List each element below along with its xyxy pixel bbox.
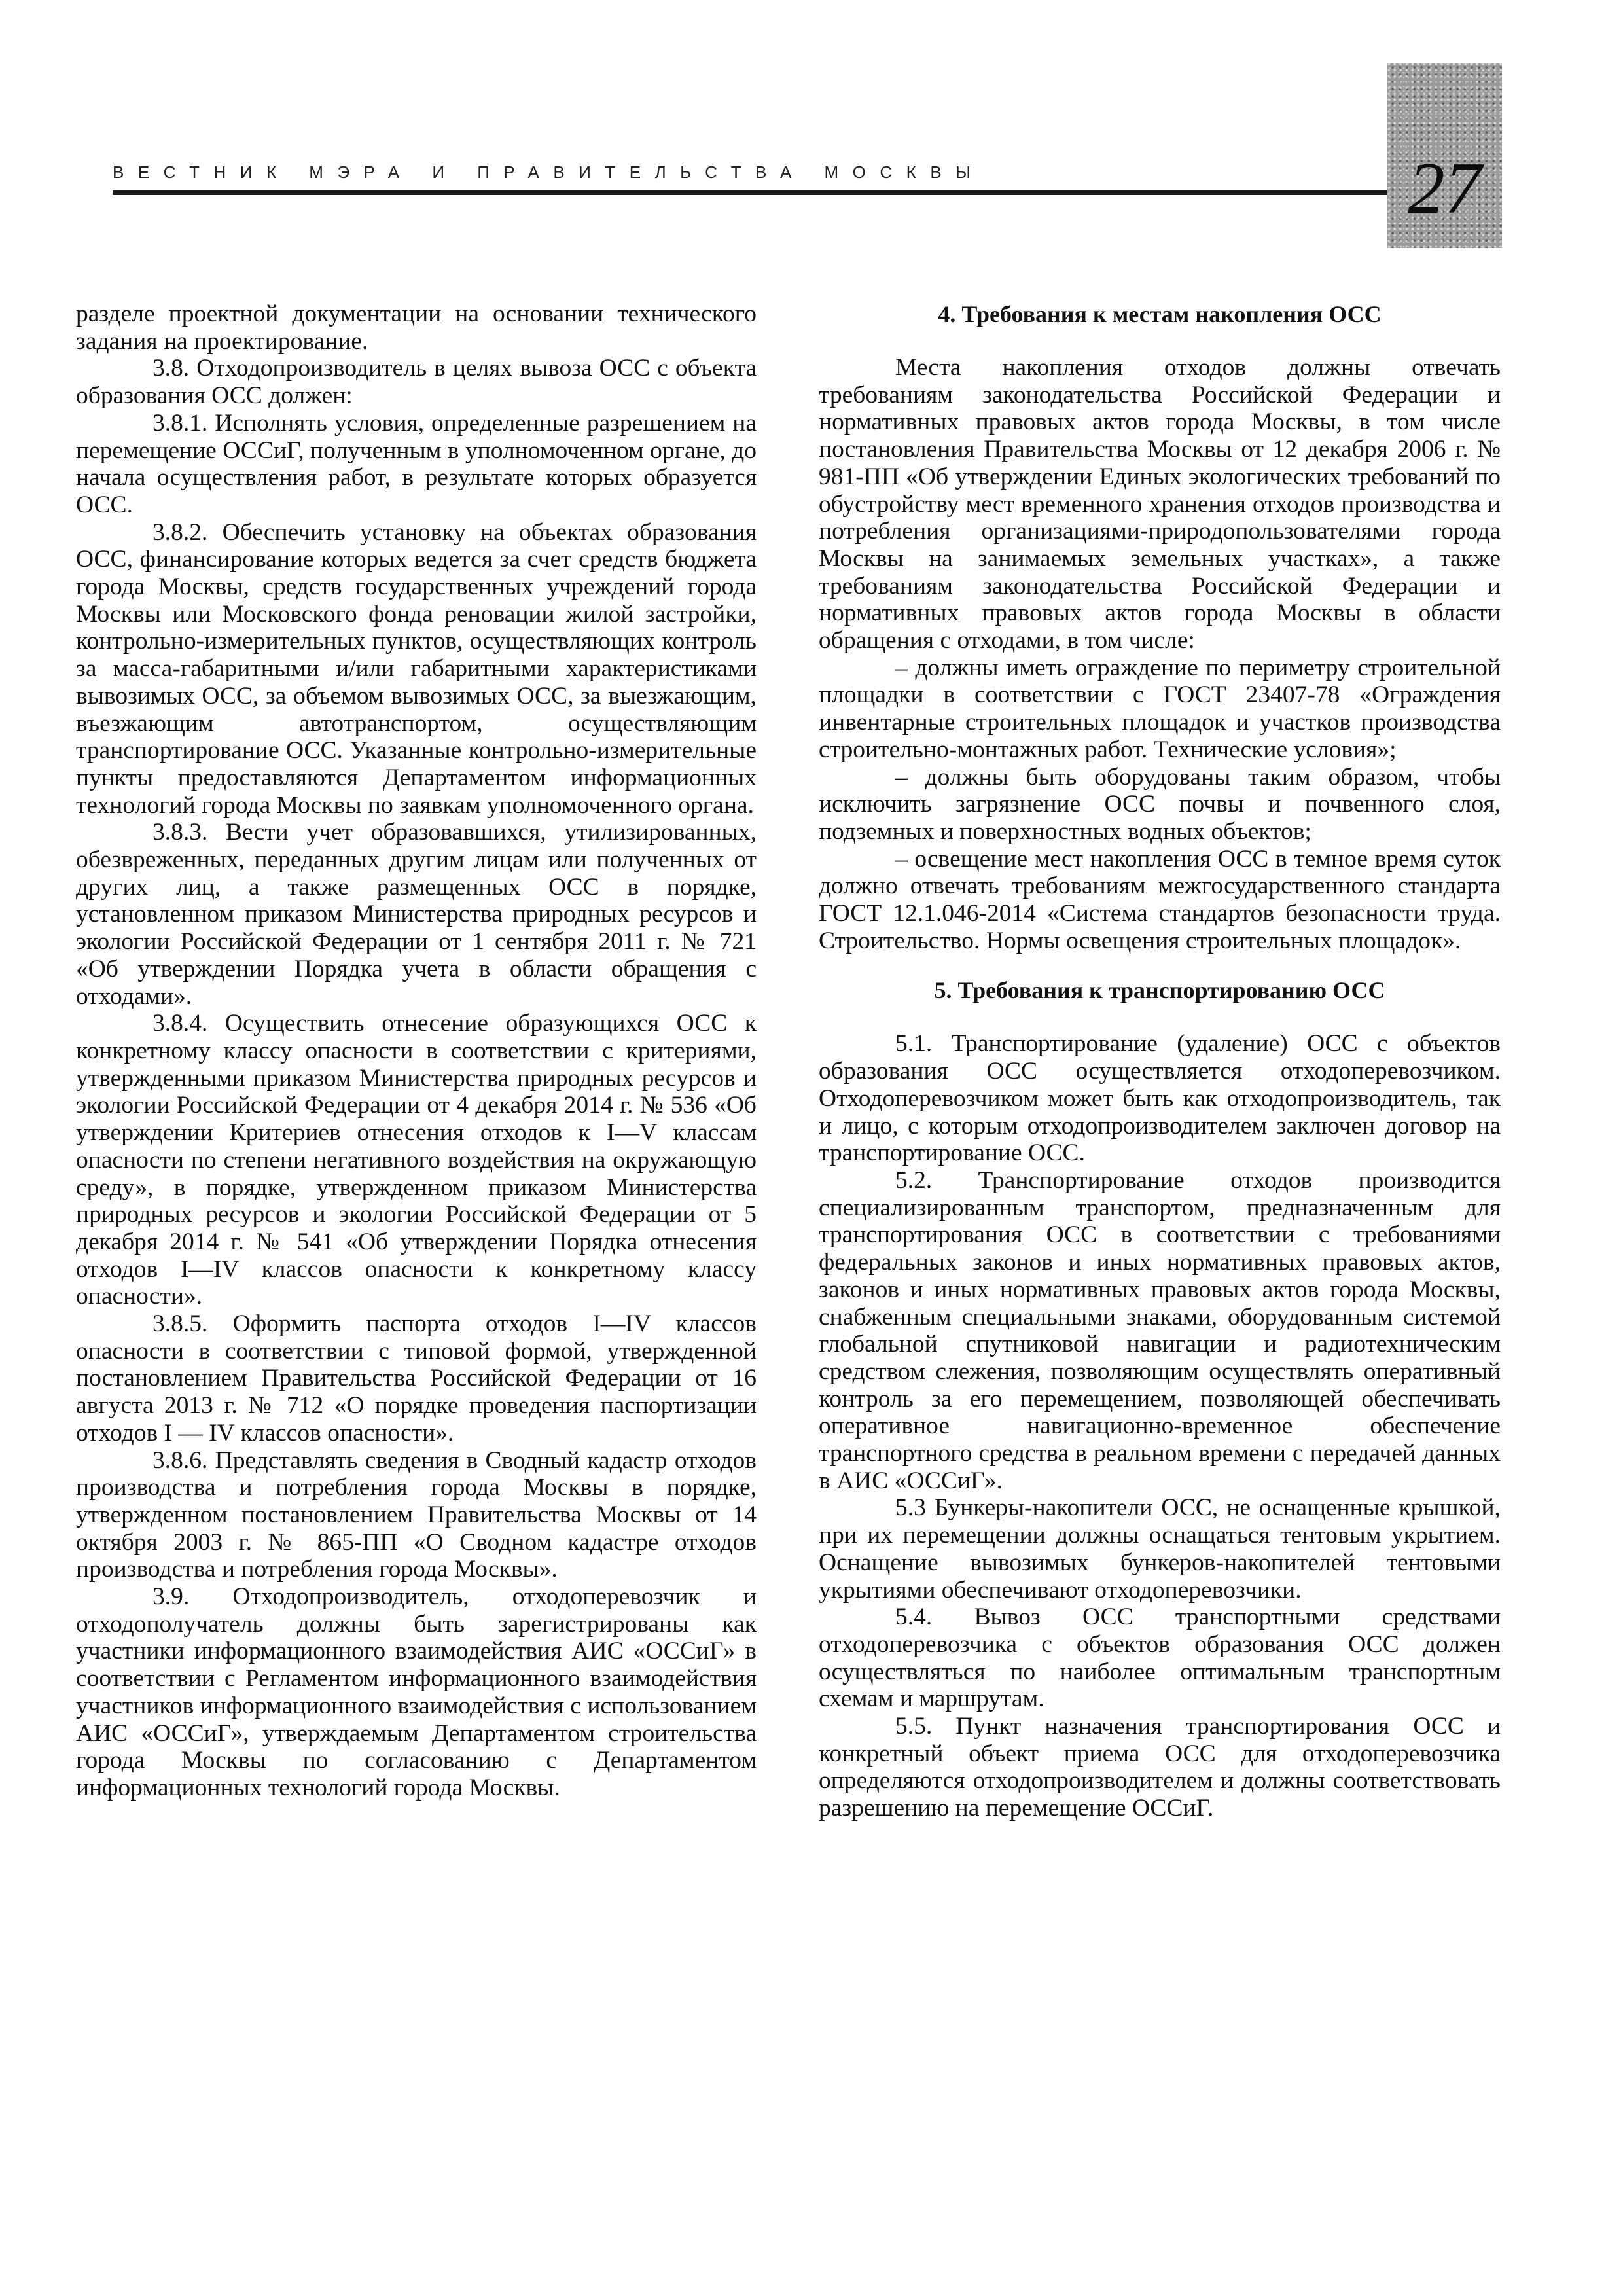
header-divider [113, 190, 1490, 195]
paragraph: 3.8. Отходопроизводитель в целях вывоза ОСС с объекта образования ОСС должен: [76, 355, 757, 410]
paragraph: 3.9. Отходопроизводитель, отходоперевозчик и отходополучатель должны быть зарегистрированы как участники информационного взаимодействия АИС «ОССиГ» в соответствии с Регламентом информационного взаимодействия участников информационного взаимодействия с использованием АИС «ОССиГ», утверждаемым Департаментом строительства города Москвы по согласованию с Департаментом информационных технологий города Москвы. [76, 1583, 757, 1801]
paragraph: 3.8.4. Осуществить отнесение образующихся ОСС к конкретному классу опасности в соответствии с критериями, утвержденными приказом Министерства природных ресурсов и экологии Российской Федерации от 4 декабря 2014 г. № 536 «Об утверждении Критериев отнесения отходов к I—V классам опасности по степени негативного воздействия на окружающую среду», в порядке, утвержденном приказом Министерства природных ресурсов и экологии Российской Федерации от 5 декабря 2014 г. № 541 «Об утверждении Порядка отнесения отходов I—IV классов опасности к конкретному классу опасности». [76, 1010, 757, 1310]
paragraph: 5.3 Бункеры-накопители ОСС, не оснащенные крышкой, при их перемещении должны оснащаться тентовым укрытием. Оснащение вывозимых бункеров-накопителей тентовыми укрытиями обеспечивают отходоперевозчики. [819, 1494, 1501, 1604]
paragraph: Места накопления отходов должны отвечать требованиям законодательства Российской Федерации и нормативных правовых актов города Москвы, в том числе постановления Правительства Москвы от 12 декабря 2006 г. № 981-ПП «Об утверждении Единых экологических требований по обустройству мест временного хранения отходов производства и потребления организациями-природопользователями города Москвы на занимаемых земельных участках», а также требованиям законодательства Российской Федерации и нормативных правовых актов города Москвы в области обращения с отходами, в том числе: [819, 354, 1501, 655]
list-item: – освещение мест накопления ОСС в темное время суток должно отвечать требованиям межгосударственного стандарта ГОСТ 12.1.046-2014 «Система стандартов безопасности труда. Строительство. Нормы освещения строительных площадок». [819, 845, 1501, 954]
left-column [76, 300, 757, 1802]
paragraph: разделе проектной документации на основании технического задания на проектирование. [76, 300, 757, 355]
list-item: – должны иметь ограждение по периметру строительной площадки в соответствии с ГОСТ 23407-78 «Ограждения инвентарные строительных площадок и участков производства строительно-монтажных работ. Технические условия»; [819, 654, 1501, 763]
journal-title: ВЕСТНИК МЭРА И ПРАВИТЕЛЬСТВА МОСКВЫ [113, 162, 985, 182]
paragraph: 3.8.6. Представлять сведения в Сводный кадастр отходов производства и потребления города Москвы в порядке, утвержденном постановлением Правительства Москвы от 14 октября 2003 г. № 865-ПП «О Сводном кадастре отходов производства и потребления города Москвы». [76, 1446, 757, 1583]
paragraph: 5.5. Пункт назначения транспортирования ОСС и конкретный объект приема ОСС для отходоперевозчика определяются отходопроизводителем и должны соответствовать разрешению на перемещение ОССиГ. [819, 1713, 1501, 1822]
paragraph: 5.4. Вывоз ОСС транспортными средствами отходоперевозчика с объектов образования ОСС должен осуществляться по наиболее оптимальным транспортным схемам и маршрутам. [819, 1604, 1501, 1713]
right-column [819, 300, 1501, 1822]
paragraph: 3.8.5. Оформить паспорта отходов I—IV классов опасности в соответствии с типовой формой, утвержденной постановлением Правительства Российской Федерации от 16 августа 2013 г. № 712 «О порядке проведения паспортизации отходов I — IV классов опасности». [76, 1310, 757, 1446]
section-5-heading: 5. Требования к транспортированию ОСС [934, 977, 1385, 1004]
paragraph: 5.2. Транспортирование отходов производится специализированным транспортом, предназначенным для транспортирования ОСС в соответствии с требованиями федеральных законов и иных нормативных правовых актов, законов и иных нормативных правовых актов города Москвы, снабженным специальными знаками, оборудованным системой глобальной спутниковой навигации и радиотехническим средством слежения, позволяющим осуществлять оперативный контроль за его перемещением, позволяющей обеспечивать оперативное навигационно-временное обеспечение транспортного средства в реальном времени с передачей данных в АИС «ОССиГ». [819, 1166, 1501, 1494]
section-4-heading: 4. Требования к местам накопления ОСС [938, 301, 1382, 327]
list-item: – должны быть оборудованы таким образом, чтобы исключить загрязнение ОСС почвы и почвенного слоя, подземных и поверхностных водных объектов; [819, 763, 1501, 845]
page-number: 27 [1408, 148, 1482, 229]
paragraph: 5.1. Транспортирование (удаление) ОСС с объектов образования ОСС осуществляется отходоперевозчиком. Отходоперевозчиком может быть как отходопроизводитель, так и лицо, с которым отходопроизводителем заключен договор на транспортирование ОСС. [819, 1030, 1501, 1167]
paragraph: 3.8.3. Вести учет образовавшихся, утилизированных, обезвреженных, переданных другим лицам или полученных от других лиц, а также размещенных ОСС в порядке, установленном приказом Министерства природных ресурсов и экологии Российской Федерации от 1 сентября 2011 г. № 721 «Об утверждении Порядка учета в области обращения с отходами». [76, 819, 757, 1010]
paragraph: 3.8.1. Исполнять условия, определенные разрешением на перемещение ОССиГ, полученным в уполномоченном органе, до начала осуществления работ, в результате которых образуется ОСС. [76, 409, 757, 518]
paragraph: 3.8.2. Обеспечить установку на объектах образования ОСС, финансирование которых ведется за счет средств бюджета города Москвы, средств государственных учреждений города Москвы или Московского фонда реновации жилой застройки, контрольно-измерительных пунктов, осуществляющих контроль за масса-габаритными и/или габаритными характеристиками вывозимых ОСС, за объемом вывозимых ОСС, за выезжающим, въезжающим автотранспортом, осуществляющим транспортирование ОСС. Указанные контрольно-измерительные пункты предоставляются Департаментом информационных технологий города Москвы по заявкам уполномоченного органа. [76, 518, 757, 819]
